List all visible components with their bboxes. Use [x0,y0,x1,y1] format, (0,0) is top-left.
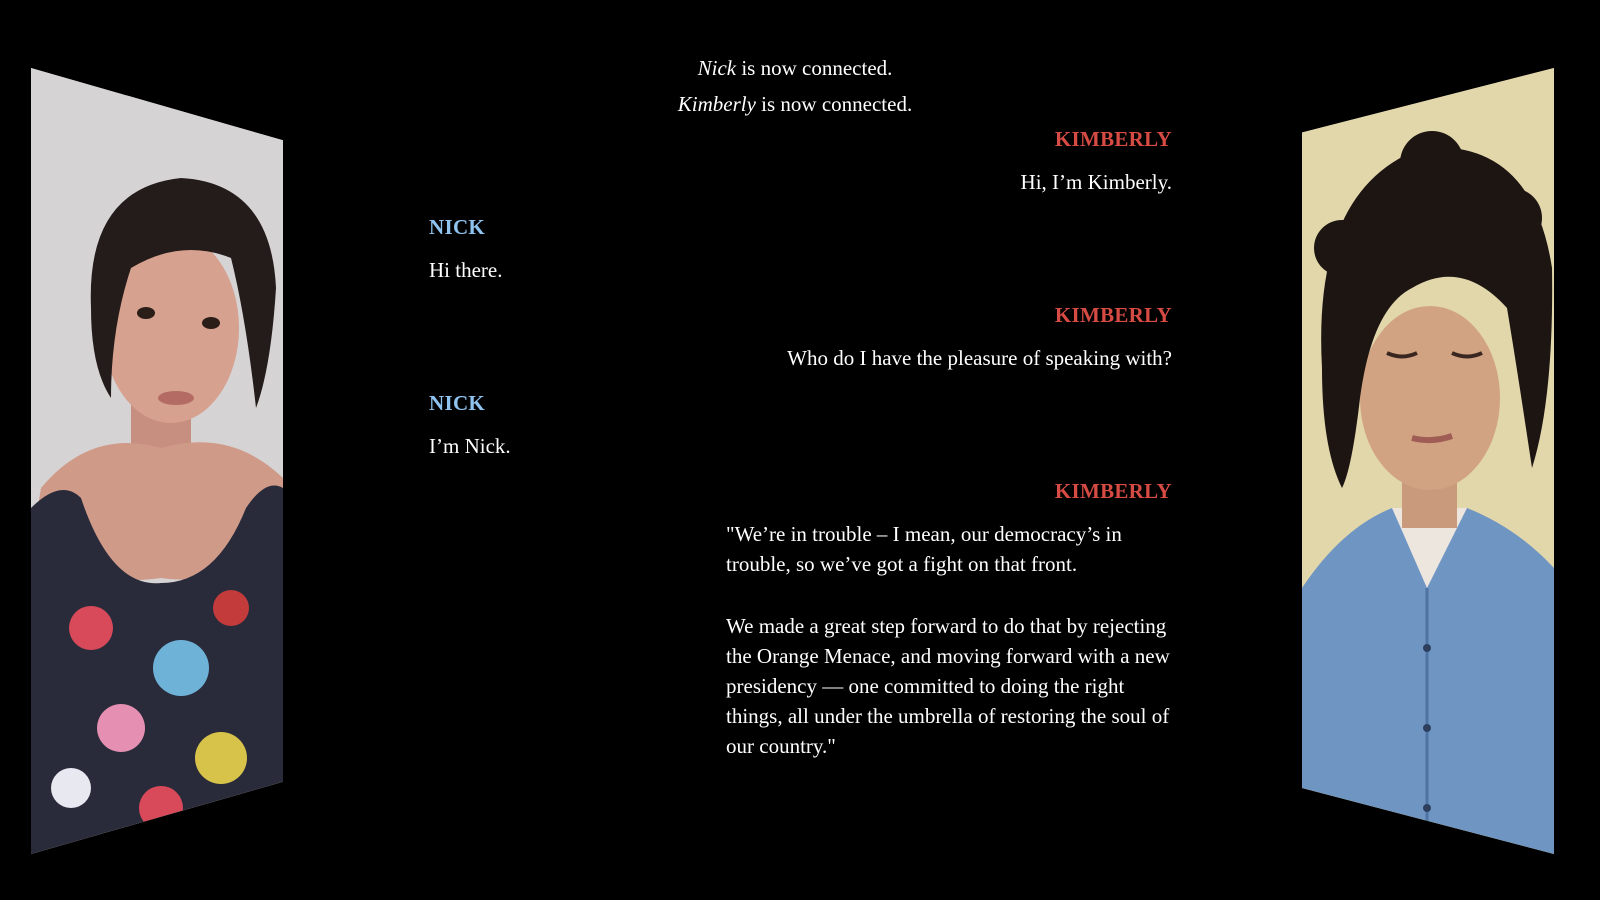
message-text: Who do I have the pleasure of speaking with? [787,346,1172,370]
participant-silhouette-left [31,68,283,854]
participant-silhouette-right [1302,68,1554,854]
system-message-text: is now connected. [755,92,913,116]
message-paragraph: We made a great step forward to do that by rejecting the Orange Menace, and moving forward with a new presidency — one committed to doing the right things, all under the umbrella of restoring the soul of our country." [726,614,1170,758]
speaker-label-nick: NICK [429,391,486,415]
system-message-nick-connected [400,56,1190,81]
speaker-label-kimberly: KIMBERLY [1054,479,1172,503]
message-text: Hi, I’m Kimberly. [1020,170,1172,194]
system-message-name: Kimberly [677,92,756,116]
speaker-label-nick: NICK [429,215,486,239]
right-video-feed [1302,68,1554,854]
speaker-label-kimberly: KIMBERLY [1054,303,1172,327]
message-text: I’m Nick. [429,434,511,458]
message-paragraph: "We’re in trouble – I mean, our democracy’s in trouble, so we’ve got a fight on that front. [726,522,1122,576]
message-quote-block [726,519,1176,761]
chat-transcript [400,50,1200,850]
system-message-kimberly-connected [400,92,1190,117]
left-video-feed [31,68,283,854]
speaker-label-kimberly: KIMBERLY [1054,127,1172,151]
system-message-text: is now connected. [736,56,893,80]
system-message-name: Nick [697,56,737,80]
message-text: Hi there. [429,258,503,282]
